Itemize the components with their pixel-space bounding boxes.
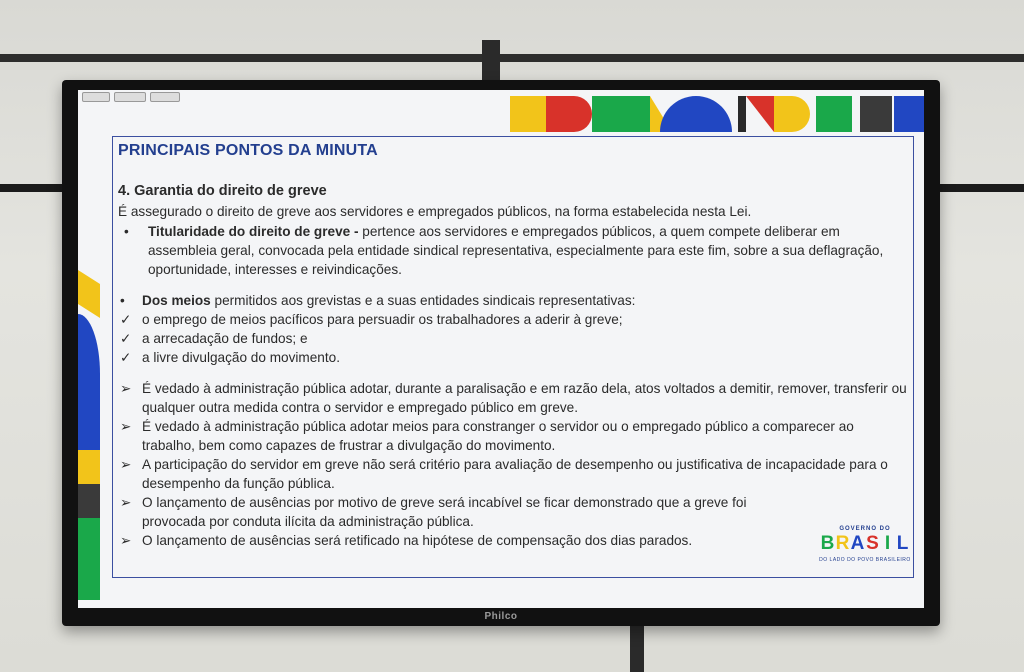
governo-do-brasil-logo: [816, 526, 914, 582]
wall-rail-top: [0, 54, 1024, 62]
toolbar-icon[interactable]: [150, 92, 180, 102]
bullet-titularidade: [118, 222, 908, 279]
logo-letter: B: [820, 533, 835, 554]
titularidade-text: pertence aos servidores e empregados públicos, a quem compete deliberar em assembleia geral, convocada pela entidade sindical representativa, especialmente para este fim, sobre a sua deflagração, oportunidade, interesses e reivindicações.: [148, 224, 884, 277]
arrow-icon: ➢: [120, 533, 132, 548]
tv-screen: [78, 90, 924, 608]
wall-mount-bottom: [630, 620, 644, 672]
arrow-item: ➢ É vedado à administração pública adotar, durante a paralisação e em razão dela, atos voltados a demitir, remover, transferir ou qualquer outra medida contra o servidor e empregado público em greve.: [120, 381, 907, 415]
decorative-shapes-top: [510, 96, 924, 132]
arrow-icon: ➢: [120, 381, 132, 396]
logo-top-text: GOVERNO DO: [839, 526, 891, 532]
toolbar-icon[interactable]: [114, 92, 146, 102]
slide-content: [118, 182, 908, 550]
bullet-meios: [118, 291, 908, 310]
arrow-item: ➢ É vedado à administração pública adotar meios para constranger o servidor ou o empregado público a comparecer ao trabalho, bem como capazes de frustrar a divulgação do movimento.: [120, 419, 854, 453]
logo-letter: S: [866, 533, 879, 554]
logo-word: [816, 534, 914, 554]
decorative-shapes-left: [78, 270, 100, 600]
titularidade-bold: Titularidade do direito de greve -: [148, 224, 359, 239]
check-icon: ✓: [120, 331, 132, 346]
intro-text: É assegurado o direito de greve aos servidores e empregados públicos, na forma estabelecida nesta Lei.: [118, 204, 752, 219]
presentation-toolbar: [82, 92, 180, 102]
logo-letter: A: [850, 533, 865, 554]
logo-letter: I: [884, 533, 891, 554]
meios-bold: Dos meios: [142, 293, 211, 308]
television: [62, 80, 940, 626]
check-item: ✓ a livre divulgação do movimento.: [120, 350, 340, 365]
arrow-icon: ➢: [120, 419, 132, 434]
arrow-item: ➢ A participação do servidor em greve não será critério para avaliação de desempenho ou justificativa de incapacidade para o desempenho da função pública.: [120, 457, 888, 491]
meios-text: permitidos aos grevistas e a suas entidades sindicais representativas:: [210, 293, 636, 308]
arrow-item: ➢ O lançamento de ausências por motivo de greve será incabível se ficar demonstrado que a greve foi provocada por conduta ilícita da administração pública.: [120, 495, 747, 529]
check-item: ✓ a arrecadação de fundos; e: [120, 331, 308, 346]
arrow-icon: ➢: [120, 495, 132, 510]
toolbar-icon[interactable]: [82, 92, 110, 102]
section-heading: 4. Garantia do direito de greve: [118, 183, 327, 199]
bullet-dot: •: [124, 224, 129, 239]
check-icon: ✓: [120, 350, 132, 365]
arrow-icon: ➢: [120, 457, 132, 472]
logo-tagline: DO LADO DO POVO BRASILEIRO: [819, 557, 911, 563]
slide-title: PRINCIPAIS PONTOS DA MINUTA: [118, 142, 378, 159]
check-item: ✓ o emprego de meios pacíficos para persuadir os trabalhadores a aderir à greve;: [120, 312, 623, 327]
logo-letter: L: [896, 533, 909, 554]
logo-letter: R: [835, 533, 850, 554]
check-icon: ✓: [120, 312, 132, 327]
bullet-dot: •: [120, 293, 125, 308]
tv-brand-label: Philco: [484, 611, 518, 622]
wall-mount-top: [482, 40, 500, 80]
arrow-item: ➢ O lançamento de ausências será retificado na hipótese de compensação dos dias parados.: [120, 533, 693, 548]
